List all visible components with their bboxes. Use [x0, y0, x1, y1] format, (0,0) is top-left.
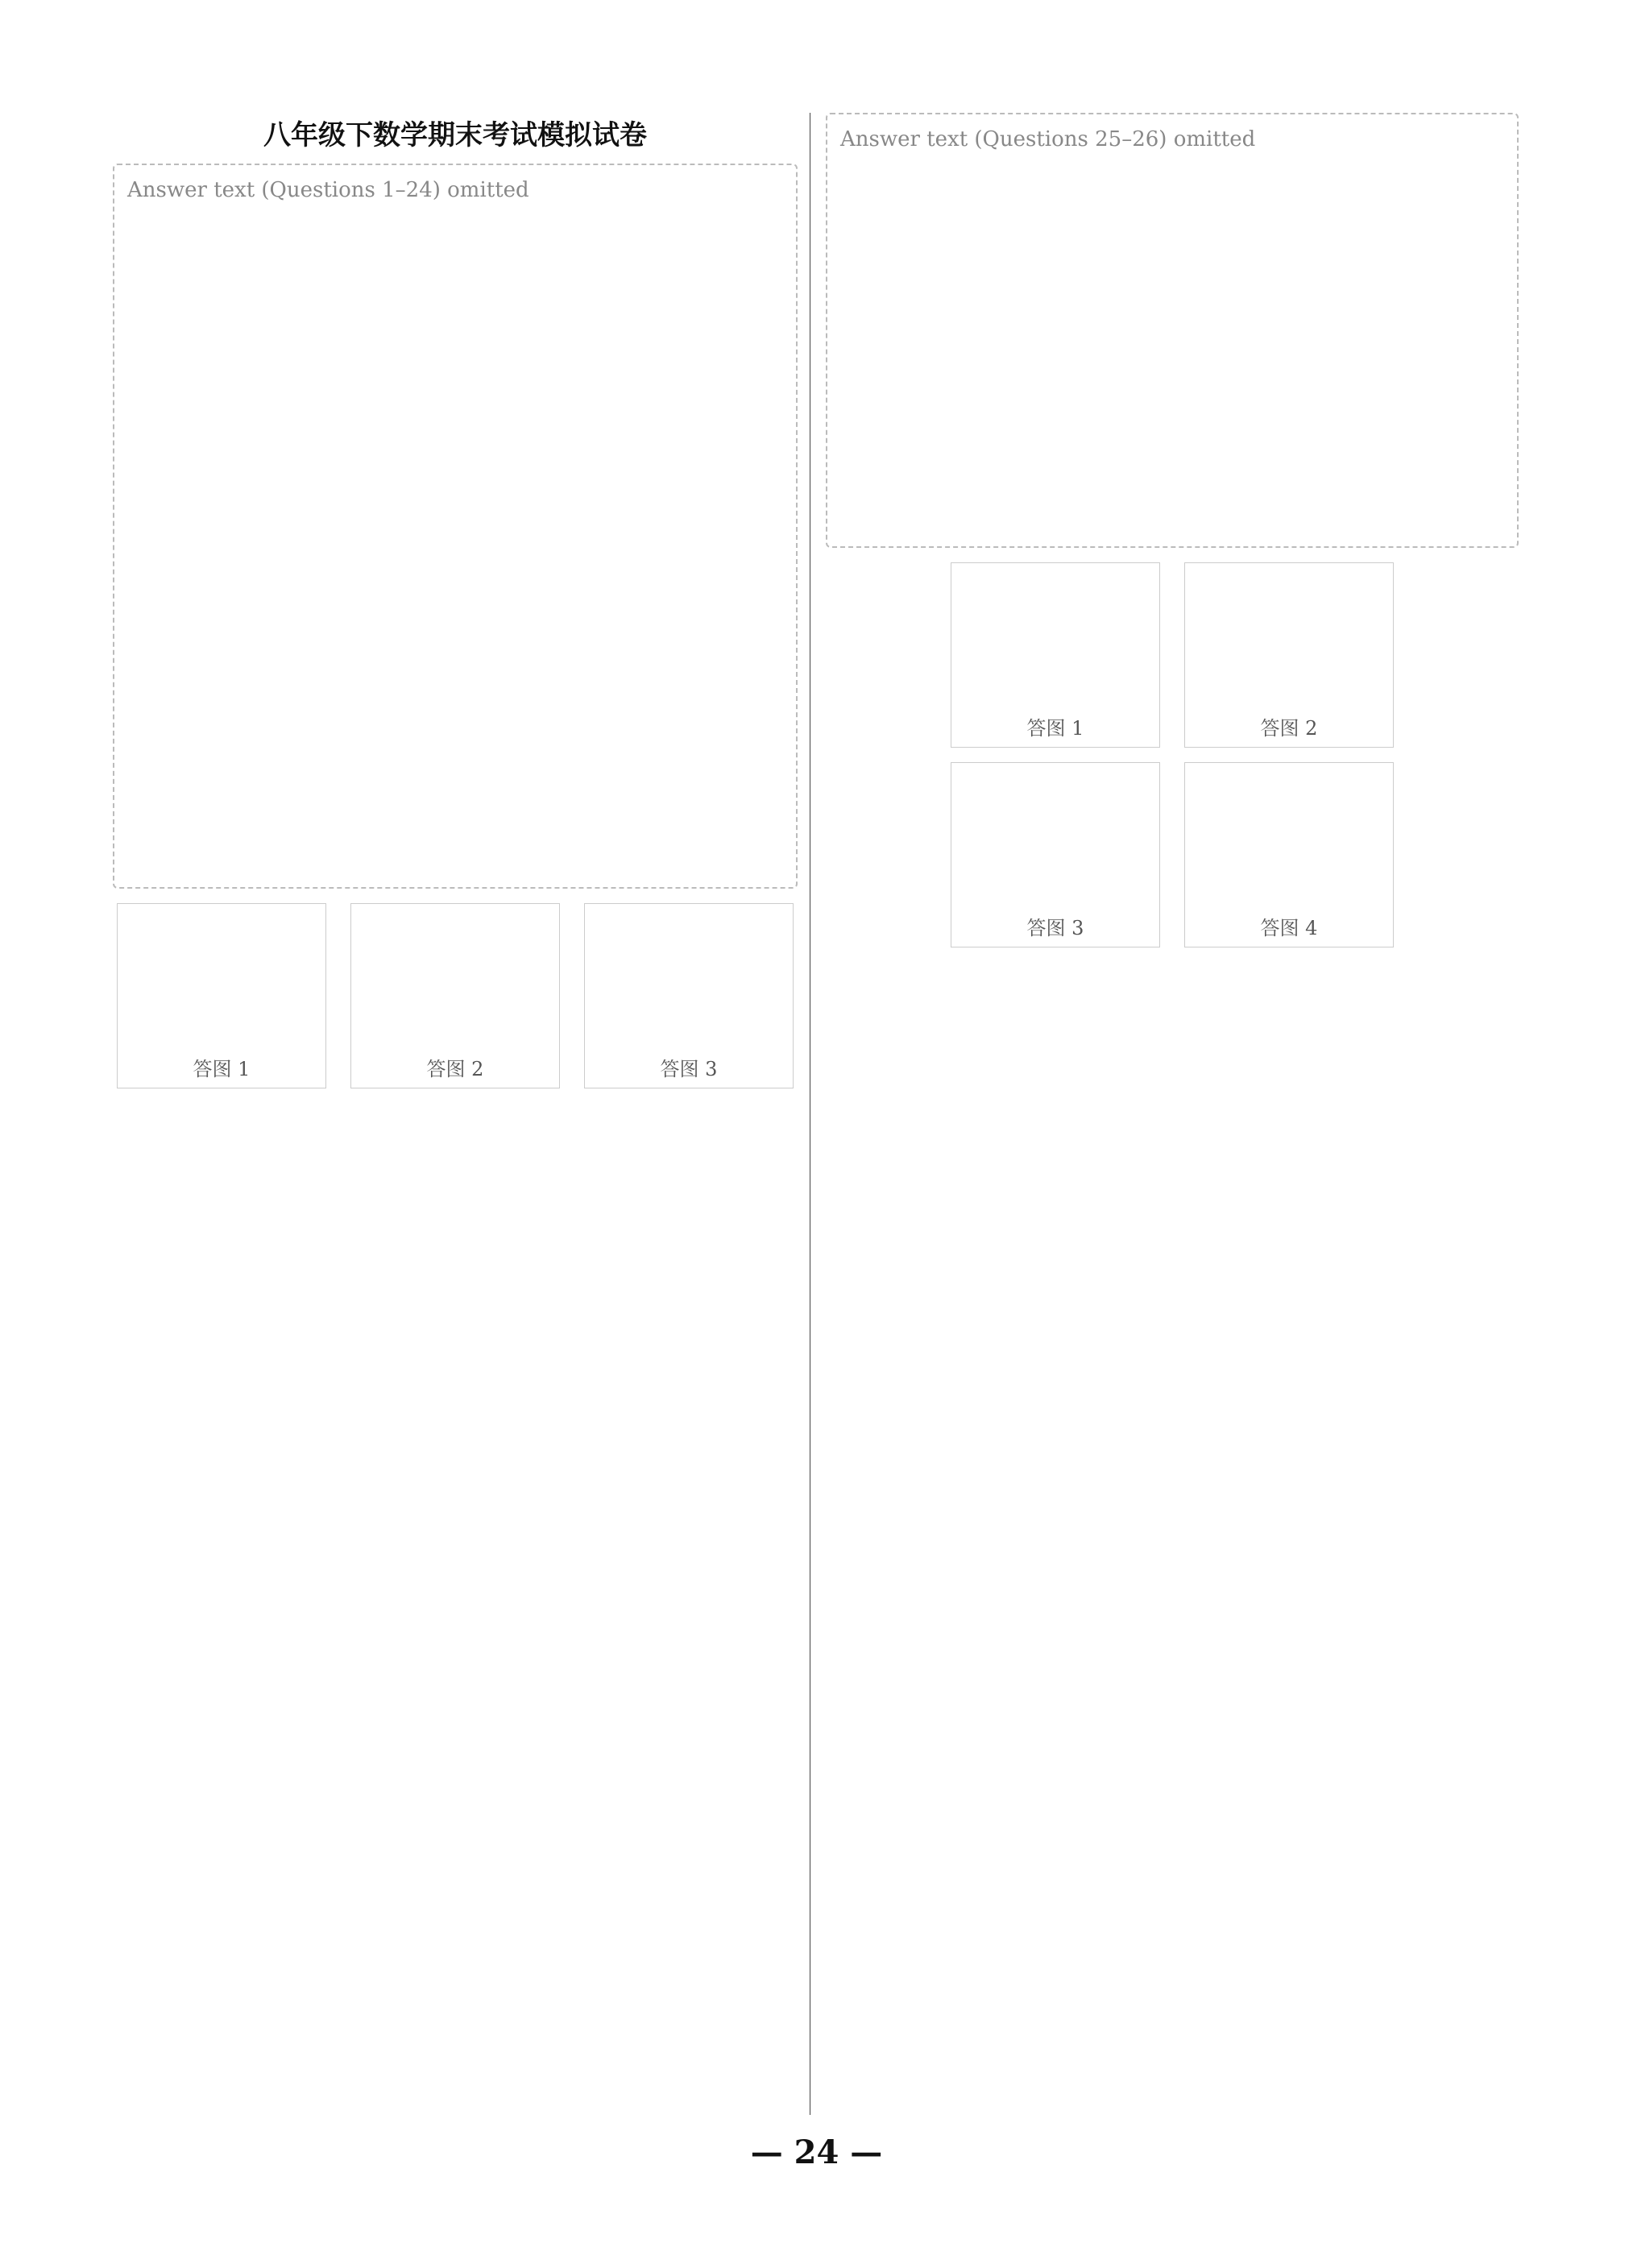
left-text-placeholder: Answer text (Questions 1–24) omitted — [113, 164, 798, 889]
right-figure-2: 答图 2 — [1184, 562, 1394, 748]
right-figures-top — [826, 562, 1519, 748]
left-figure-3: 答图 3 — [584, 903, 794, 1088]
page-title: 八年级下数学期末考试模拟试卷 — [263, 119, 647, 151]
left-figure-1: 答图 1 — [117, 903, 326, 1088]
right-figure-1: 答图 1 — [951, 562, 1160, 748]
left-figure-2: 答图 2 — [350, 903, 560, 1088]
left-column — [105, 113, 806, 2115]
right-figure-4: 答图 4 — [1184, 762, 1394, 947]
right-text-placeholder: Answer text (Questions 25–26) omitted — [826, 113, 1519, 548]
right-figures-bottom — [826, 762, 1519, 947]
right-column — [818, 113, 1527, 2115]
page-number: — 24 — — [750, 2133, 883, 2171]
left-figures — [113, 903, 798, 1088]
right-figure-3: 答图 3 — [951, 762, 1160, 947]
